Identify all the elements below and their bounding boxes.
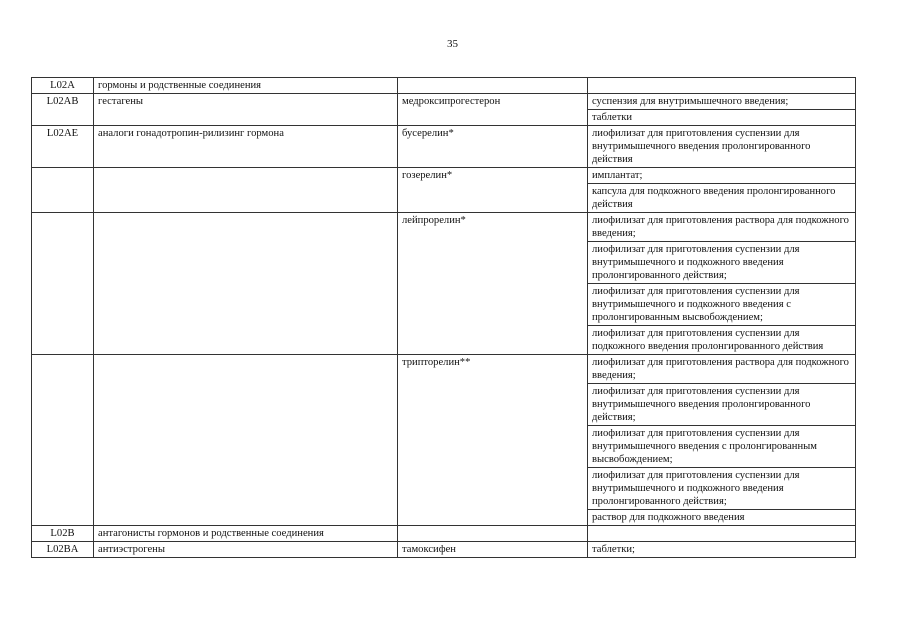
dosage-form-item: суспензия для внутримышечного введения; <box>592 96 789 107</box>
atc-code-cell <box>32 168 94 213</box>
dosage-form-item: лиофилизат для приготовления суспензии для подкожного введения пролонгированного действия <box>588 325 855 354</box>
dosage-form-item: лиофилизат для приготовления суспензии для внутримышечного и подкожного введения пролонгированного действия; <box>588 467 855 509</box>
dosage-form-item <box>588 526 855 541</box>
table-row <box>32 526 856 542</box>
table-row <box>32 94 856 126</box>
dosage-form-item <box>588 78 855 93</box>
dosage-forms-cell <box>588 355 856 526</box>
dosage-form-item: лиофилизат для приготовления раствора для подкожного введения; <box>592 215 849 239</box>
dosage-form-item: таблетки <box>588 109 855 125</box>
drug-name-cell: гозерелин* <box>398 168 588 213</box>
drug-name-cell: тамоксифен <box>398 542 588 558</box>
drug-name-cell <box>398 78 588 94</box>
drug-name-cell: медроксипрогестерон <box>398 94 588 126</box>
atc-code-cell: L02AE <box>32 126 94 168</box>
dosage-form-item: лиофилизат для приготовления суспензии для внутримышечного введения пролонгированного действия; <box>588 383 855 425</box>
group-name-cell <box>94 168 398 213</box>
dosage-form-item: лиофилизат для приготовления суспензии для внутримышечного и подкожного введения пролонгированного действия; <box>588 241 855 283</box>
table-row <box>32 126 856 168</box>
table-row <box>32 213 856 355</box>
dosage-form-item: лиофилизат для приготовления суспензии для внутримышечного введения с пролонгированным высвобождением; <box>588 425 855 467</box>
dosage-form-item: лиофилизат для приготовления суспензии для внутримышечного и подкожного введения с пролонгированным высвобождением; <box>588 283 855 325</box>
dosage-form-item: таблетки; <box>592 544 635 555</box>
drug-name-cell <box>398 526 588 542</box>
table-row <box>32 78 856 94</box>
dosage-forms-cell <box>588 94 856 126</box>
dosage-forms-cell <box>588 526 856 542</box>
dosage-form-item: лиофилизат для приготовления раствора для подкожного введения; <box>592 357 849 381</box>
group-name-cell: аналоги гонадотропин-рилизинг гормона <box>94 126 398 168</box>
group-name-cell <box>94 355 398 526</box>
group-name-cell: гормоны и родственные соединения <box>94 78 398 94</box>
dosage-form-item: лиофилизат для приготовления суспензии для внутримышечного введения пролонгированного действия <box>592 128 811 165</box>
dosage-form-item: капсула для подкожного введения пролонгированного действия <box>588 183 855 212</box>
table-row <box>32 355 856 526</box>
group-name-cell: антагонисты гормонов и родственные соединения <box>94 526 398 542</box>
table-row <box>32 542 856 558</box>
drug-name-cell: бусерелин* <box>398 126 588 168</box>
group-name-cell: антиэстрогены <box>94 542 398 558</box>
atc-code-cell: L02AB <box>32 94 94 126</box>
dosage-forms-cell <box>588 126 856 168</box>
dosage-forms-cell <box>588 78 856 94</box>
atc-code-cell <box>32 213 94 355</box>
dosage-form-item: раствор для подкожного введения <box>588 509 855 525</box>
group-name-cell: гестагены <box>94 94 398 126</box>
dosage-form-item: имплантат; <box>592 170 643 181</box>
atc-code-cell <box>32 355 94 526</box>
dosage-forms-cell <box>588 542 856 558</box>
atc-code-cell: L02A <box>32 78 94 94</box>
drug-table <box>31 77 856 558</box>
drug-name-cell: лейпрорелин* <box>398 213 588 355</box>
page-number: 35 <box>447 38 458 50</box>
dosage-forms-cell <box>588 213 856 355</box>
dosage-forms-cell <box>588 168 856 213</box>
drug-name-cell: трипторелин** <box>398 355 588 526</box>
group-name-cell <box>94 213 398 355</box>
atc-code-cell: L02BA <box>32 542 94 558</box>
atc-code-cell: L02B <box>32 526 94 542</box>
table-body <box>32 78 856 558</box>
table-row <box>32 168 856 213</box>
